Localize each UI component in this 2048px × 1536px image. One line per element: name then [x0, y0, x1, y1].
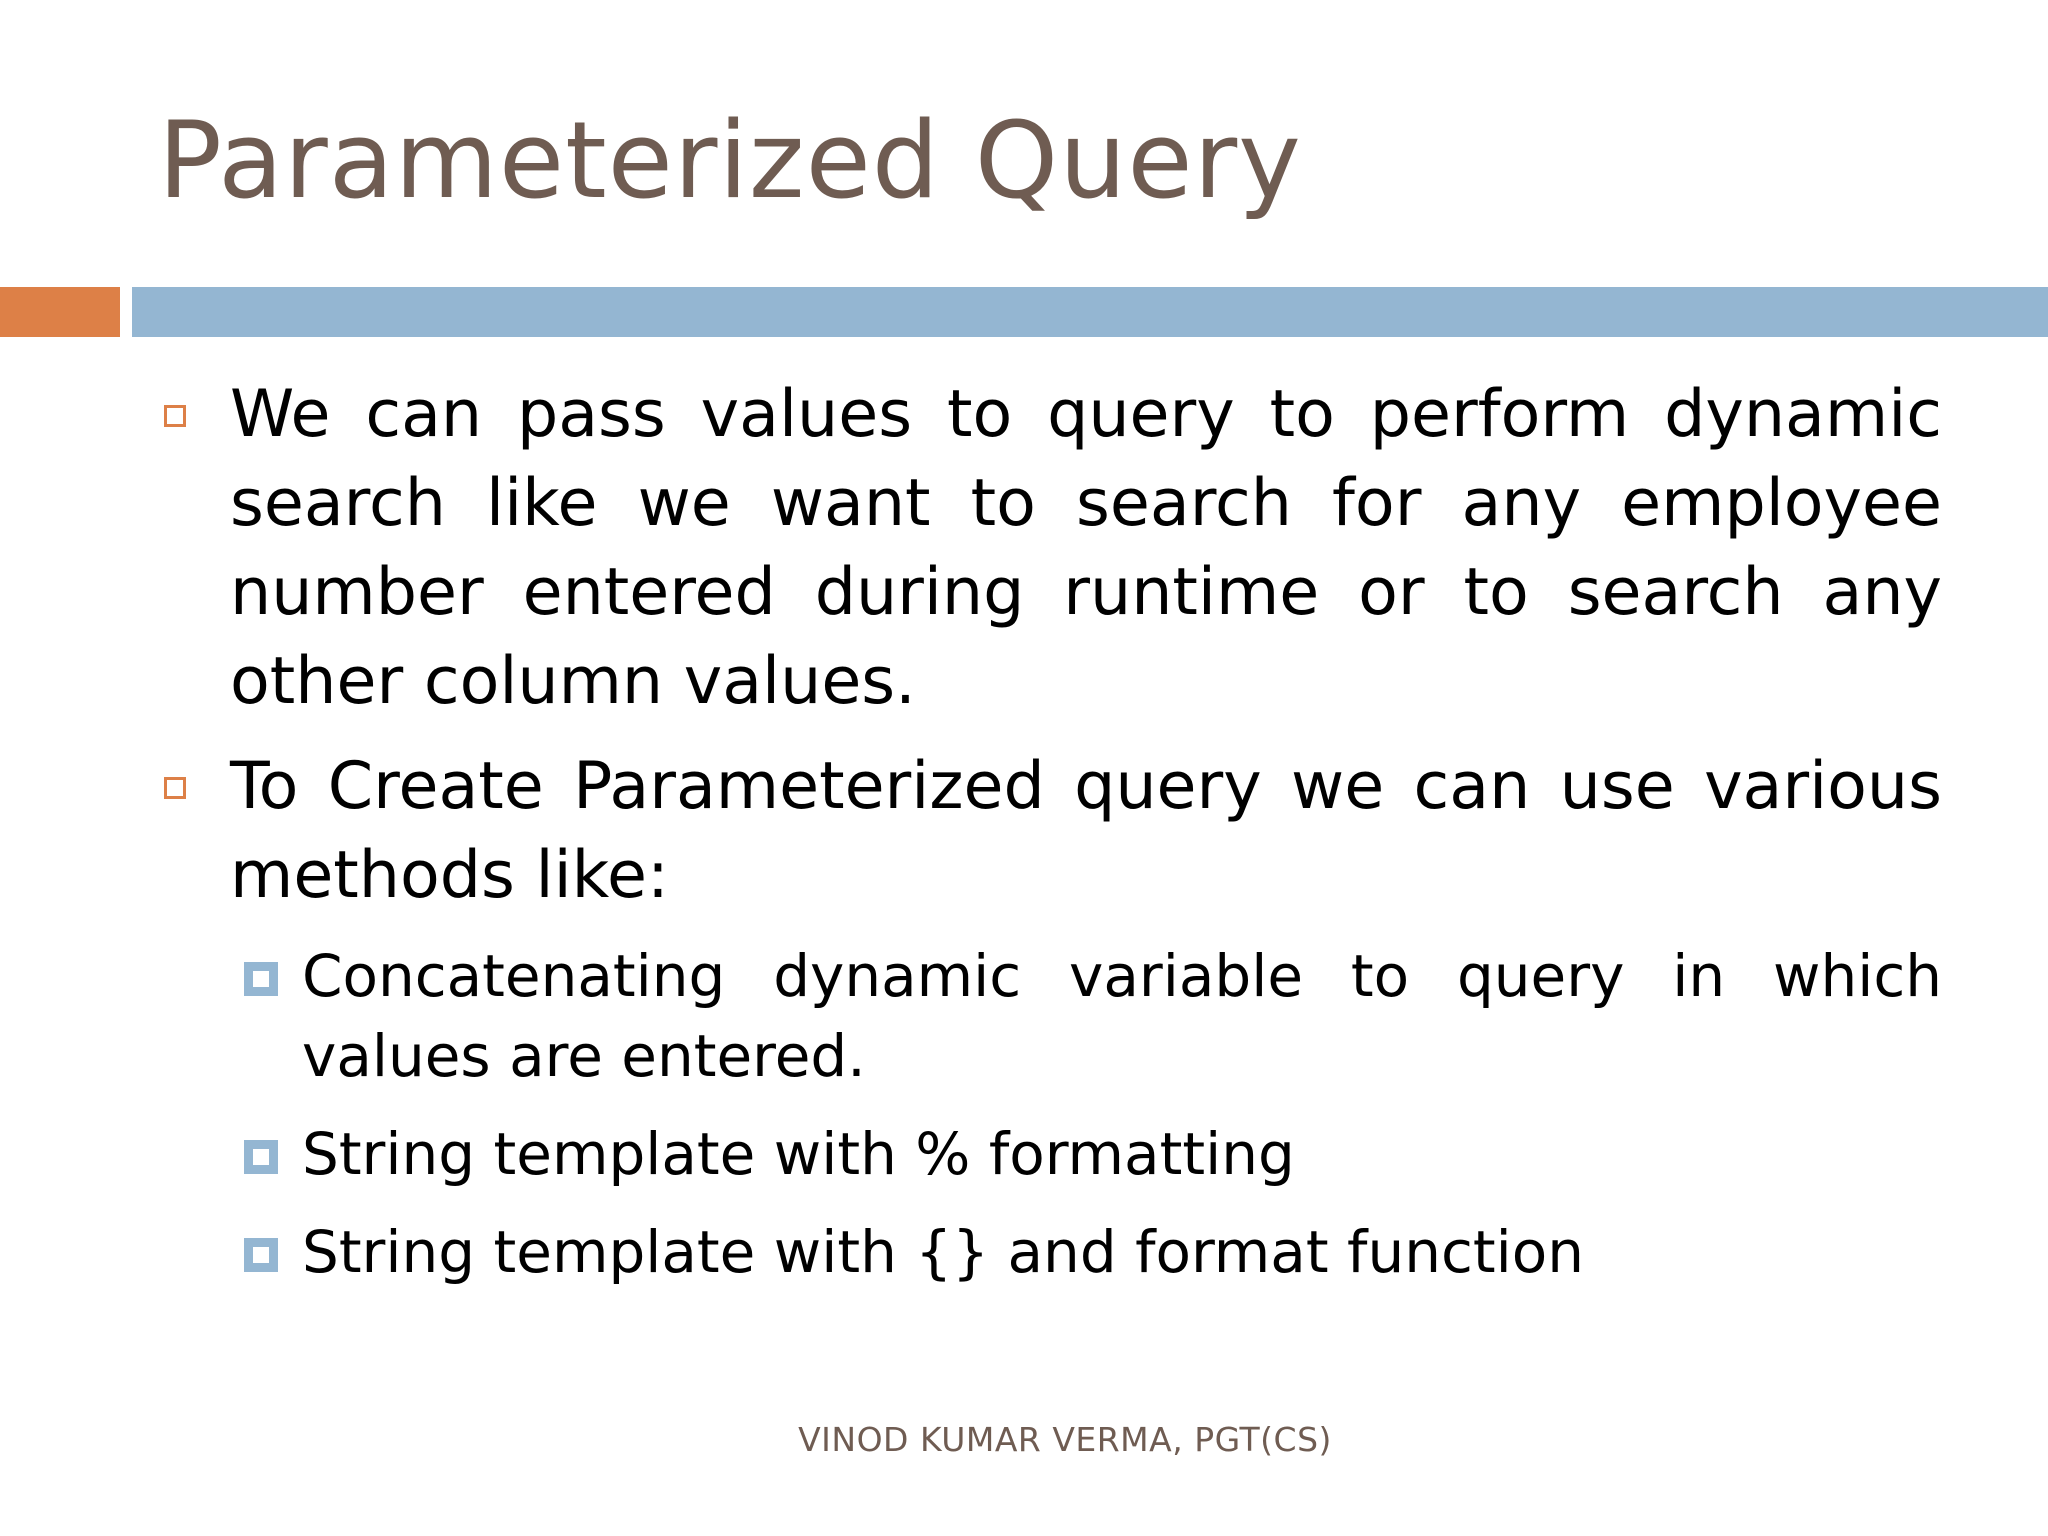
sub-bullet-text: String template with {} and format function	[302, 1218, 1584, 1286]
bullet-text: We can pass values to query to perform dynamic search like we want to search for any employee number entered during runtime or to search any other column values.	[230, 377, 1942, 719]
accent-bar-orange	[0, 287, 120, 337]
hollow-square-icon	[164, 777, 186, 799]
slide-title: Parameterized Query	[158, 99, 1302, 222]
filled-square-icon	[244, 1140, 278, 1174]
sub-bullet-item	[244, 1212, 1942, 1292]
filled-square-icon	[244, 1238, 278, 1272]
bullet-item	[158, 742, 1942, 920]
sub-bullet-item	[244, 936, 1942, 1096]
slide-footer: VINOD KUMAR VERMA, PGT(CS)	[798, 1420, 1332, 1459]
accent-bar-blue	[132, 287, 2048, 337]
bullet-item	[158, 370, 1942, 726]
slide-content	[158, 370, 1942, 1310]
filled-square-icon	[244, 962, 278, 996]
sub-bullet-text: Concatenating dynamic variable to query in which values are entered.	[302, 942, 1942, 1090]
sub-bullet-item	[244, 1114, 1942, 1194]
bullet-text: To Create Parameterized query we can use various methods like:	[230, 749, 1942, 913]
sub-bullet-text: String template with % formatting	[302, 1120, 1295, 1188]
hollow-square-icon	[164, 405, 186, 427]
